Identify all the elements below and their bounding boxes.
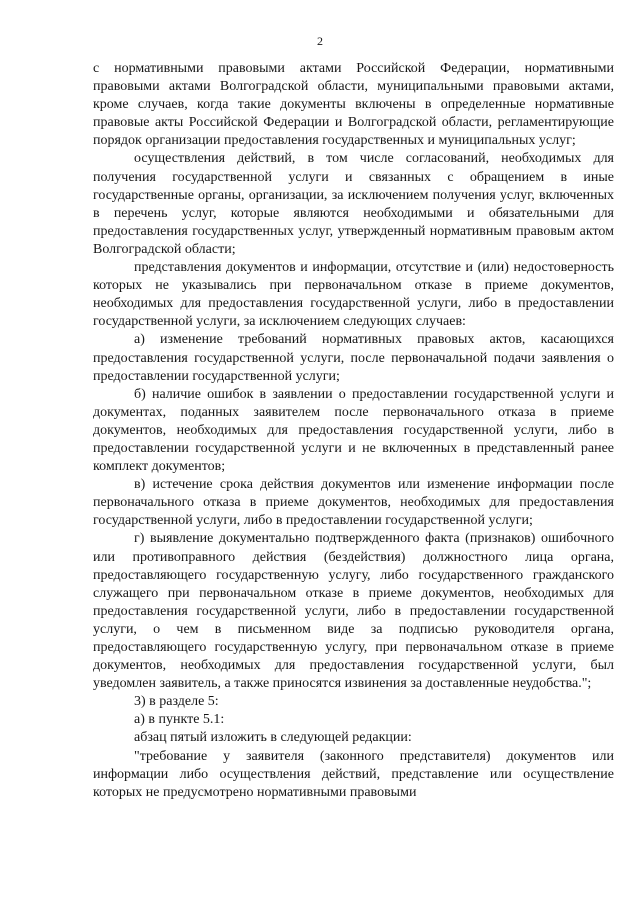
- paragraph-continued: с нормативными правовыми актами Российской Федерации, нормативными правовыми актами Волгоградской области, муниципальными правовыми актами, кроме случаев, когда такие документы включены в определенные нормативные правовые акты Российской Федерации и Волгоградской области, регламентирующие порядок организации предоставления государственных и муниципальных услуг;: [93, 61, 614, 149]
- paragraph: а) изменение требований нормативных правовых актов, касающихся предоставления государственной услуги, после первоначальной подачи заявления о предоставлении государственной услуги;: [93, 332, 614, 384]
- paragraph: г) выявление документально подтвержденного факта (признаков) ошибочного или противоправного действия (бездействия) должностного лица органа, предоставляющего государственную услугу, либо государственного гражданского служащего при первоначальном отказе в приеме документов, необходимых для предоставления государственной услуги, либо в предоставлении государственной услуги, о чем в письменном виде за подписью руководителя органа, предоставляющего государственную услугу, при первоначальном отказе в приеме документов, необходимых для предоставления государственной услуги, был уведомлен заявитель, а также приносятся извинения за доставленные неудобства.";: [93, 531, 614, 692]
- paragraph: б) наличие ошибок в заявлении о предоставлении государственной услуги и документах, поданных заявителем после первоначального отказа в приеме документов, необходимых для предоставления государственной услуги, либо в предоставлении государственной услуги и не включенных в представленный ранее комплект документов;: [93, 386, 614, 475]
- paragraph: осуществления действий, в том числе согласований, необходимых для получения государственной услуги и связанных с обращением в иные государственные органы, организации, за исключением получения услуг, включенных в перечень услуг, которые являются необходимыми и обязательными для предоставления государственных услуг, утвержденный нормативным правовым актом Волгоградской области;: [93, 151, 614, 257]
- page-number: 2: [317, 34, 323, 48]
- document-body: [93, 60, 614, 802]
- paragraph: в) истечение срока действия документов или изменение информации после первоначального отказа в приеме документов, необходимых для предоставления государственной услуги, либо в предоставлении государственной услуги;: [93, 477, 614, 529]
- paragraph: абзац пятый изложить в следующей редакции:: [134, 730, 412, 746]
- paragraph: "требование у заявителя (законного представителя) документов или информации либо осуществления действий, представление или осуществление которых не предусмотрено нормативными правовыми: [93, 748, 614, 800]
- paragraph: 3) в разделе 5:: [134, 694, 219, 710]
- paragraph: представления документов и информации, отсутствие и (или) недостоверность которых не указывались при первоначальном отказе в приеме документов, необходимых для предоставления государственной услуги, либо в предоставлении государственной услуги, за исключением следующих случаев:: [93, 260, 614, 330]
- paragraph: а) в пункте 5.1:: [134, 712, 225, 728]
